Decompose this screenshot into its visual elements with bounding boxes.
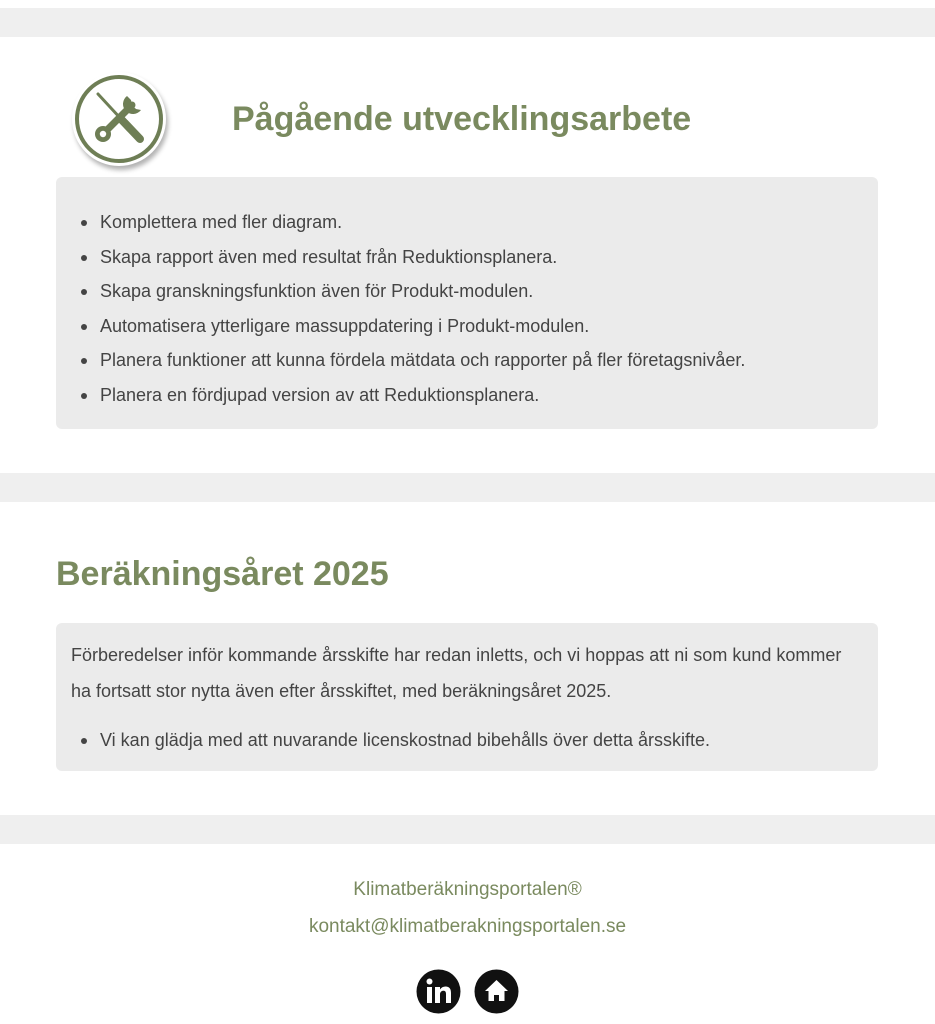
tools-badge xyxy=(72,72,166,166)
list-item: Planera en fördjupad version av att Reduktionsplanera. xyxy=(56,378,878,413)
list-item: Automatisera ytterligare massuppdatering i Produkt-modulen. xyxy=(56,309,878,344)
development-list-box xyxy=(56,177,878,429)
bullet-icon xyxy=(81,358,87,364)
list-item: Komplettera med fler diagram. xyxy=(56,205,878,240)
footer-brand: Klimatberäkningsportalen® xyxy=(353,879,582,900)
bullet-icon xyxy=(81,289,87,295)
development-title: Pågående utvecklingsarbete xyxy=(232,100,692,138)
section-divider xyxy=(0,815,935,844)
calculation-year-title: Beräkningsåret 2025 xyxy=(56,555,389,593)
linkedin-icon xyxy=(416,969,461,1014)
development-list xyxy=(56,205,878,413)
calculation-year-paragraph: Förberedelser inför kommande årsskifte har redan inletts, och vi hoppas att ni som kund kommer ha fortsatt stor nytta även efter årsskiftet, med beräkningsåret 2025. xyxy=(71,645,842,701)
list-item: Vi kan glädja med att nuvarande licenskostnad bibehålls över detta årsskifte. xyxy=(56,723,878,758)
tools-icon xyxy=(72,72,166,166)
linkedin-link[interactable] xyxy=(416,969,461,1014)
list-item: Planera funktioner att kunna fördela mätdata och rapporter på fler företagsnivåer. xyxy=(56,343,878,378)
footer-email-link[interactable]: kontakt@klimatberakningsportalen.se xyxy=(308,916,627,937)
list-item: Skapa granskningsfunktion även för Produkt-modulen. xyxy=(56,274,878,309)
bullet-icon xyxy=(81,738,87,744)
bullet-icon xyxy=(81,324,87,330)
list-item: Skapa rapport även med resultat från Reduktionsplanera. xyxy=(56,240,878,275)
section-divider xyxy=(0,8,935,37)
calculation-year-box xyxy=(56,623,878,771)
bullet-icon xyxy=(81,220,87,226)
home-link[interactable] xyxy=(474,969,519,1014)
bullet-icon xyxy=(81,255,87,261)
calculation-year-list xyxy=(56,723,878,758)
bullet-icon xyxy=(81,393,87,399)
section-divider xyxy=(0,473,935,502)
home-icon xyxy=(474,969,519,1014)
